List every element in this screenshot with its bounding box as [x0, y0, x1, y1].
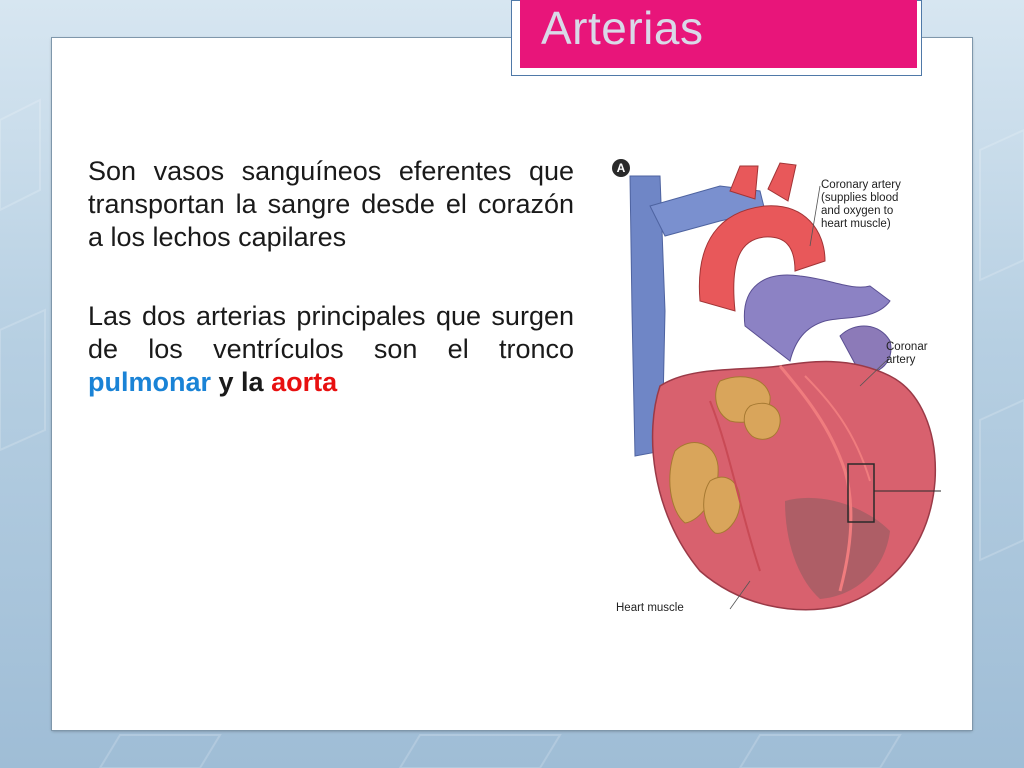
heart-illustration	[590, 151, 941, 621]
label-line: Coronar	[886, 341, 928, 353]
paragraph-text: Las dos arterias principales que surgen de los ventrículos son el tronco	[88, 301, 574, 364]
body-text	[88, 155, 574, 445]
label-line: (supplies blood	[821, 192, 899, 204]
label-line: Coronary artery	[821, 179, 901, 191]
highlight-pulmonar: pulmonar	[88, 367, 212, 397]
paragraph-definition: Son vasos sanguíneos eferentes que transportan la sangre desde el corazón a los lechos capilares	[88, 156, 574, 252]
label-coronary-artery	[821, 179, 901, 231]
title-bar	[520, 0, 917, 68]
label-coronary-artery-2	[886, 341, 928, 367]
highlight-aorta: aorta	[271, 367, 338, 397]
slide-title: Arterias	[541, 2, 704, 54]
label-heart-muscle: Heart muscle	[616, 602, 684, 614]
title-box	[511, 0, 922, 76]
paragraph-main-arteries	[88, 300, 574, 399]
label-line: and oxygen to	[821, 205, 894, 217]
figure-badge: A	[612, 159, 630, 177]
label-line: artery	[886, 354, 916, 366]
label-line: heart muscle)	[821, 218, 891, 230]
connector-text: y la	[211, 367, 264, 397]
